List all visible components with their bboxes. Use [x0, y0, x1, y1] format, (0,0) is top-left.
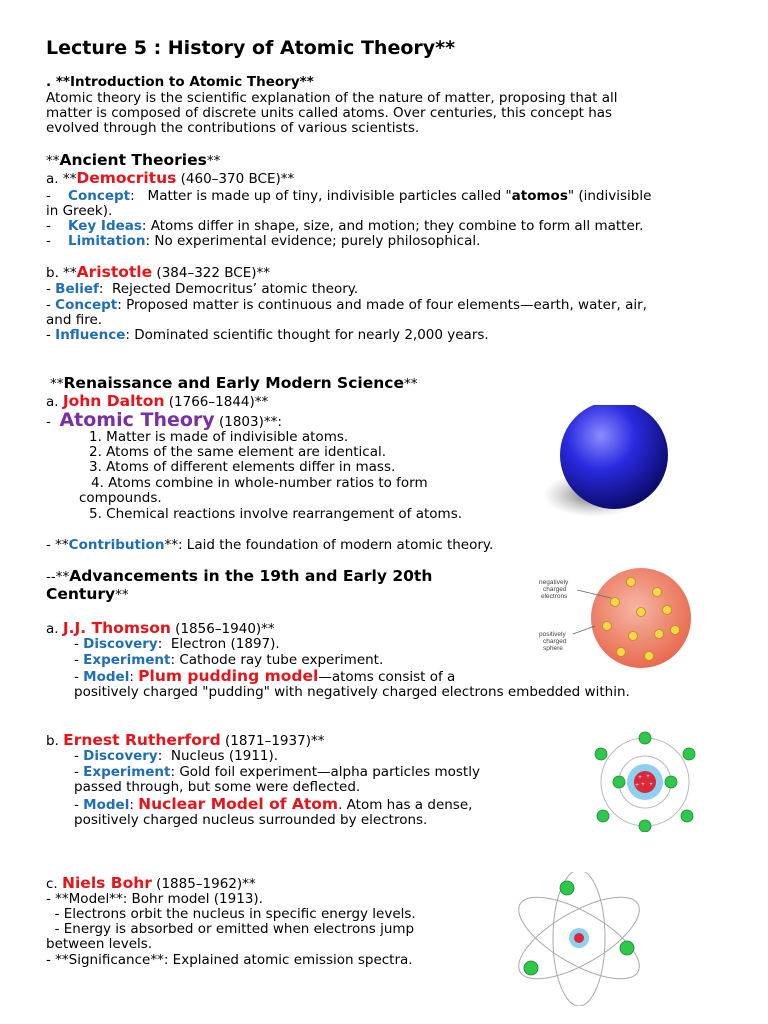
rutherford-atom-diagram — [585, 728, 705, 832]
renaissance-heading: **Renaissance and Early Modern Science** — [50, 374, 418, 392]
dalton-point-1: 1. Matter is made of indivisible atoms. — [89, 429, 349, 445]
label-positive-1: positively — [539, 631, 566, 638]
rutherford-experiment-cont: passed through, but some were deflected. — [74, 779, 361, 795]
bohr-line-5: - **Significance**: Explained atomic emission spectra. — [46, 952, 413, 968]
label-positive-3: sphere — [543, 645, 563, 652]
rutherford-model-cont: positively charged nucleus surrounded by electrons. — [74, 812, 428, 828]
dalton-sphere-image — [538, 405, 678, 523]
label-negative-3: electrons — [541, 593, 568, 600]
bohr-line-1: - **Model**: Bohr model (1913). — [46, 891, 263, 907]
dalton-heading: a. John Dalton (1766–1844)** — [46, 392, 269, 410]
thomson-heading: a. J.J. Thomson (1856–1940)** — [46, 619, 275, 637]
aristotle-belief: - Belief: Rejected Democritus’ atomic theory. — [46, 281, 359, 297]
rutherford-experiment: - Experiment: Gold foil experiment—alpha particles mostly — [74, 764, 480, 780]
intro-line-1: Atomic theory is the scientific explanation of the nature of matter, proposing that all — [46, 90, 618, 106]
bohr-atom-diagram — [505, 872, 653, 1006]
thomson-model-cont: positively charged "pudding" with negatively charged electrons embedded within. — [74, 684, 630, 700]
rutherford-discovery: - Discovery: Nucleus (1911). — [74, 748, 279, 764]
rutherford-model: - Model: Nuclear Model of Atom. Atom has a dense, — [74, 795, 473, 813]
thomson-model: - Model: Plum pudding model—atoms consist of a — [74, 667, 456, 685]
dalton-atomic-theory: - Atomic Theory (1803)**: — [46, 409, 282, 431]
intro-line-3: evolved through the contributions of various scientists. — [46, 120, 420, 136]
dalton-point-3: 3. Atoms of different elements differ in mass. — [89, 459, 396, 475]
label-negative-2: charged — [543, 586, 567, 593]
advancements-heading-2: Century** — [46, 585, 129, 603]
aristotle-influence: - Influence: Dominated scientific thought for nearly 2,000 years. — [46, 327, 489, 343]
svg-text:+: + — [641, 782, 645, 788]
democritus-concept-cont: in Greek). — [46, 203, 113, 219]
dalton-point-4-cont: compounds. — [79, 490, 162, 506]
bohr-line-3: - Energy is absorbed or emitted when electrons jump — [46, 921, 415, 937]
dalton-point-5: 5. Chemical reactions involve rearrangement of atoms. — [89, 506, 463, 522]
intro-heading: . **Introduction to Atomic Theory** — [46, 74, 314, 90]
democritus-key-ideas: - Key Ideas: Atoms differ in shape, size, and motion; they combine to form all matter. — [46, 218, 644, 234]
advancements-heading-1: --**Advancements in the 19th and Early 20th — [46, 567, 433, 585]
thomson-discovery: - Discovery: Electron (1897). — [74, 636, 280, 652]
bohr-line-2: - Electrons orbit the nucleus in specific energy levels. — [46, 906, 416, 922]
bohr-heading: c. Niels Bohr (1885–1962)** — [46, 874, 256, 892]
aristotle-concept-cont: and fire. — [46, 312, 103, 328]
svg-text:+: + — [638, 775, 642, 781]
aristotle-heading: b. **Aristotle (384–322 BCE)** — [46, 263, 271, 281]
dalton-contribution: - **Contribution**: Laid the foundation of modern atomic theory. — [46, 537, 494, 553]
svg-text:+: + — [635, 783, 639, 789]
democritus-heading: a. **Democritus (460–370 BCE)** — [46, 169, 295, 187]
bohr-line-4: between levels. — [46, 936, 153, 952]
dalton-point-4: 4. Atoms combine in whole-number ratios to form — [91, 475, 428, 491]
page-title: Lecture 5 : History of Atomic Theory** — [46, 37, 456, 59]
dalton-point-2: 2. Atoms of the same element are identical. — [89, 444, 387, 460]
ancient-heading: **Ancient Theories** — [46, 151, 221, 169]
svg-text:+: + — [649, 782, 653, 788]
rutherford-heading: b. Ernest Rutherford (1871–1937)** — [46, 731, 325, 749]
label-positive-2: charged — [543, 638, 567, 645]
svg-text:+: + — [646, 774, 650, 780]
intro-line-2: matter is composed of discrete units called atoms. Over centuries, this concept has — [46, 105, 613, 121]
thomson-experiment: - Experiment: Cathode ray tube experiment. — [74, 652, 384, 668]
democritus-concept: - Concept: Matter is made up of tiny, indivisible particles called "atomos" (indivisible — [46, 188, 652, 204]
label-negative-1: negatively — [539, 579, 569, 586]
plum-pudding-diagram — [535, 568, 695, 670]
democritus-limitation: - Limitation: No experimental evidence; purely philosophical. — [46, 233, 481, 249]
aristotle-concept: - Concept: Proposed matter is continuous and made of four elements—earth, water, air, — [46, 297, 647, 313]
